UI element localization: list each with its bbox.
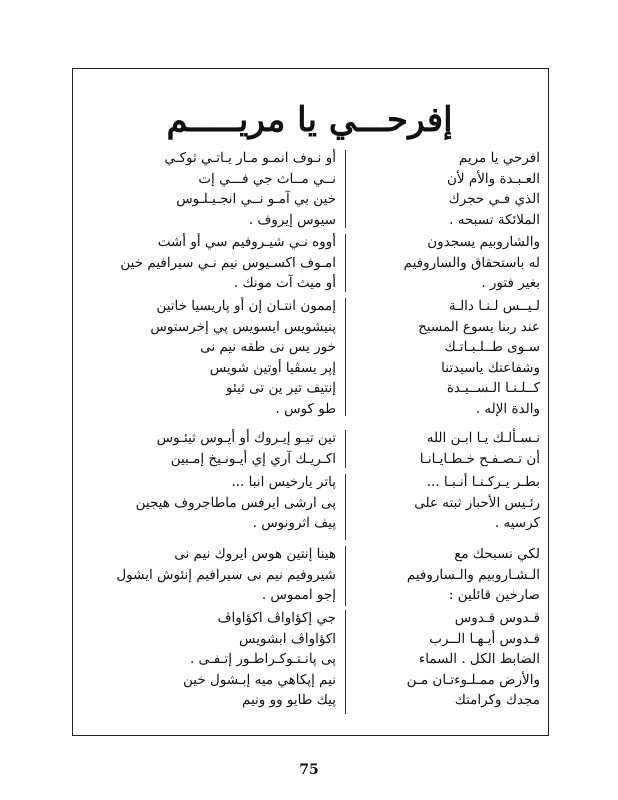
verse-line: لـيــس لـنـا دالـة xyxy=(448,298,540,314)
verse-line: جي إكؤاواڤ اكؤاواڤ xyxy=(217,610,336,626)
verse-line: مجدك وكرامتك xyxy=(454,692,540,708)
page-number: 75 xyxy=(299,762,319,778)
arabic-column xyxy=(350,610,540,714)
verse-line: أو ميث آت مونك . xyxy=(233,275,336,291)
page-title: إفرحـــي يا مريـــــم xyxy=(166,100,453,140)
column-divider xyxy=(345,298,346,416)
column-divider xyxy=(345,474,346,540)
arabic-column xyxy=(350,430,540,468)
verse-line: اكـريـك آري إي أيـونـيخ إمـبين xyxy=(170,450,336,467)
verse-line: خين بي آمـو نــي انجـيـلـوس xyxy=(176,191,336,207)
verse-line: أووه نـي شيـروفيم سي أو أشت xyxy=(157,234,336,250)
verse-line: نـسـألـك يـا ابـن الله xyxy=(426,430,540,446)
verse-line: بغير فتور . xyxy=(481,275,540,291)
verse-line: لكي نسبحك مع xyxy=(454,546,540,562)
verse-line: الملائكة تسبحه . xyxy=(449,211,540,228)
verse-line: پاتر يارخيس انبا ... xyxy=(231,474,336,490)
verse-line: بطـر يـركـنـا أنـبـا ... xyxy=(426,474,540,490)
verse-line: طو كوس . xyxy=(275,400,336,417)
coptic-arabic-column xyxy=(135,474,336,540)
verse-line: افرحي يا مريم xyxy=(458,150,540,166)
arabic-column xyxy=(350,546,540,606)
verse-line: شيروفيم نيم نی سيرافيم إنئوش ايشول xyxy=(116,566,336,583)
verse-line: الضابط الكل . السماء xyxy=(418,651,540,667)
verse-line: الـشـاروبيم والـساروفيم xyxy=(406,566,540,583)
column-divider xyxy=(345,234,346,292)
coptic-arabic-column xyxy=(116,546,336,606)
verse-line: كــلـنـا الـســيـدة xyxy=(446,380,540,396)
arabic-column xyxy=(350,474,540,540)
verse-line: إپر يسڤيا أوتين شويس xyxy=(209,359,336,376)
arabic-column xyxy=(350,234,540,292)
verse-line: إجو امموس . xyxy=(261,587,336,603)
verse-line: والشاروبيم يسجدون xyxy=(427,234,540,250)
verse-line: تين تيـو إيـروك أو أيـوس ثيئـوس xyxy=(156,430,336,446)
verse-line: عند ربنا يسوع المسيح xyxy=(418,318,540,335)
verse-line: پی پانـتـوكـراطـور إتـفـی . xyxy=(189,651,336,667)
verse-line: وشفاعتك ياسيدتنا xyxy=(441,359,540,376)
verse-line: إنتيف تير ين تی ثيئو xyxy=(226,380,336,396)
verse-line: له باستحقاق والساروفيم xyxy=(403,254,540,271)
column-divider xyxy=(345,150,346,228)
coptic-arabic-column xyxy=(156,430,336,468)
verse-line: العـبـدة والأم لأن xyxy=(446,170,540,187)
verse-line: پيك طايو وو ونيم xyxy=(241,692,336,708)
column-divider xyxy=(345,430,346,468)
verse-line: نــي مــاث جي فـــي إت xyxy=(198,170,336,187)
verse-line: والأرض ممـلـوءتـان مـن xyxy=(406,671,540,688)
coptic-arabic-column xyxy=(120,234,336,292)
arabic-column xyxy=(350,150,540,228)
verse-line: صارخين قائلين : xyxy=(448,587,540,603)
verse-line: والدة الإله . xyxy=(475,400,540,417)
verse-line: اكؤاواڤ ابشويس xyxy=(239,630,336,647)
coptic-arabic-column xyxy=(166,150,336,228)
column-divider xyxy=(345,546,346,606)
verse-line: الذي فـي حجرك xyxy=(448,191,540,207)
column-divider xyxy=(345,610,346,714)
verse-line: هينا إنتين هوس ايروك نيم نی xyxy=(174,546,336,562)
verse-line: قـدوس أيـهـا الــرب xyxy=(429,630,540,647)
verse-line: أن تـصـفـح خـطـايـانـا xyxy=(419,450,540,467)
verse-line: إممون انتـان إن أو پاريسيا خاتين xyxy=(156,298,336,314)
verse-line: رئـيس الأحبار ثبته على xyxy=(414,494,540,511)
verse-line: خور يس نی طقه نيم نی xyxy=(200,339,336,355)
verse-line: امـوف اكسـيوس نيم نـي سيرافيم خين xyxy=(120,254,336,271)
verse-line: پنيشويس ايسويس پي إخرستوس xyxy=(150,318,336,335)
verse-line: سـوى طــلـبـاتـك xyxy=(444,339,540,355)
arabic-column xyxy=(350,298,540,416)
verse-line: نيم إپكاهي ميه إبـشول خين xyxy=(183,671,336,688)
verse-line: أو نـوف انمـو مـار يـاتـي ثوكـي xyxy=(164,150,336,166)
coptic-arabic-column xyxy=(150,298,336,417)
verse-line: قـدوس قـدوس xyxy=(454,610,540,626)
verse-line: كرسيه . xyxy=(494,515,540,531)
verse-line: پيف اثرونوس . xyxy=(252,515,336,531)
verse-line: سيوس إيروف . xyxy=(248,211,336,228)
coptic-arabic-column xyxy=(166,610,336,714)
verse-line: پی ارشی ايرفس ماطاجروف هيجين xyxy=(135,494,336,511)
